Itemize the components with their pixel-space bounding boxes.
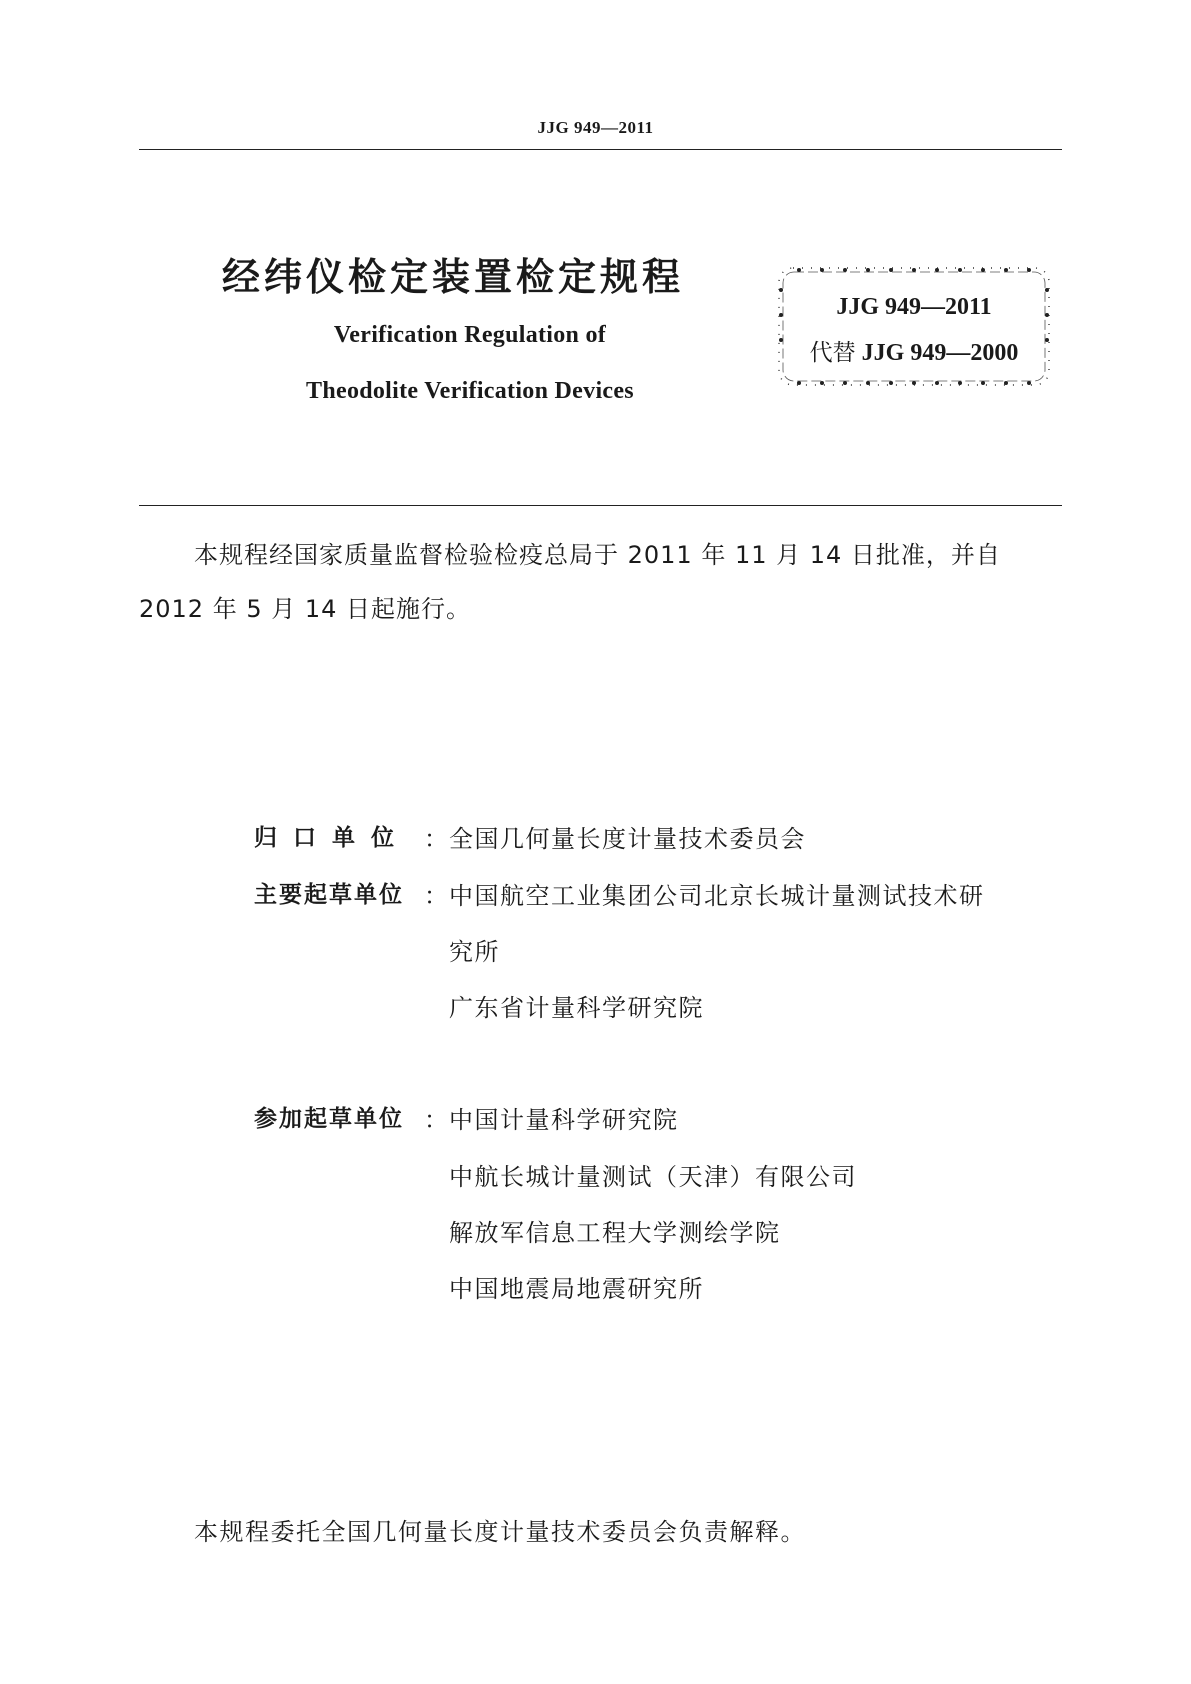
replaces-line bbox=[775, 334, 1053, 367]
border-dot bbox=[779, 288, 783, 292]
main-drafting-unit: 中国航空工业集团公司北京长城计量测试技术研 bbox=[449, 882, 985, 910]
participating-label: 参加起草单位 bbox=[254, 1106, 404, 1132]
border-dot bbox=[1027, 381, 1031, 385]
header-rule bbox=[139, 149, 1062, 150]
participating-unit: 中航长城计量测试（天津）有限公司 bbox=[449, 1163, 857, 1191]
border-dot bbox=[843, 268, 847, 272]
label-colon: ： bbox=[424, 882, 448, 910]
border-dot bbox=[958, 381, 962, 385]
label-colon: ： bbox=[424, 825, 448, 853]
border-dot bbox=[981, 381, 985, 385]
border-dot bbox=[935, 268, 939, 272]
replaces-number: JJG 949—2000 bbox=[861, 340, 1019, 366]
border-dot bbox=[797, 381, 801, 385]
title-english-line1: Verification Regulation of bbox=[333, 322, 607, 348]
border-dot bbox=[912, 268, 916, 272]
section-rule bbox=[139, 505, 1062, 506]
border-dot bbox=[958, 268, 962, 272]
border-dot bbox=[981, 268, 985, 272]
interpretation-statement: 本规程委托全国几何量长度计量技术委员会负责解释。 bbox=[194, 1518, 806, 1546]
border-dot bbox=[889, 268, 893, 272]
border-dot bbox=[1027, 268, 1031, 272]
border-dot bbox=[866, 268, 870, 272]
main-drafting-unit: 究所 bbox=[449, 938, 500, 966]
participating-unit: 中国计量科学研究院 bbox=[449, 1106, 679, 1134]
border-dot bbox=[797, 268, 801, 272]
participating-unit: 中国地震局地震研究所 bbox=[449, 1275, 704, 1303]
running-header: JJG 949—2011 bbox=[537, 118, 654, 137]
border-dot bbox=[1004, 268, 1008, 272]
title-chinese: 经纬仪检定装置检定规程 bbox=[222, 255, 685, 299]
replaces-prefix: 代替 bbox=[809, 340, 856, 366]
border-dot bbox=[866, 381, 870, 385]
border-dot bbox=[820, 268, 824, 272]
main-drafting-label: 主要起草单位 bbox=[254, 882, 404, 908]
standard-number-box bbox=[775, 264, 1053, 389]
border-dot bbox=[1045, 288, 1049, 292]
border-dot bbox=[935, 381, 939, 385]
border-dot bbox=[889, 381, 893, 385]
title-english-line2: Theodolite Verification Devices bbox=[306, 378, 634, 404]
approval-statement: 本规程经国家质量监督检验检疫总局于 2011 年 11 月 14 日批准，并自 2012 年 5 月 14 日起施行。 bbox=[139, 541, 1001, 623]
decorative-border bbox=[775, 264, 1053, 389]
responsible-unit-label: 归口单位 bbox=[254, 825, 410, 851]
participating-unit: 解放军信息工程大学测绘学院 bbox=[449, 1219, 781, 1247]
border-dot bbox=[912, 381, 916, 385]
standard-number: JJG 949—2011 bbox=[836, 294, 992, 320]
border-dot bbox=[820, 381, 824, 385]
label-colon: ： bbox=[424, 1106, 448, 1134]
border-dot bbox=[1004, 381, 1008, 385]
border-dot bbox=[843, 381, 847, 385]
main-drafting-unit: 广东省计量科学研究院 bbox=[449, 994, 704, 1022]
responsible-unit: 全国几何量长度计量技术委员会 bbox=[449, 825, 806, 853]
